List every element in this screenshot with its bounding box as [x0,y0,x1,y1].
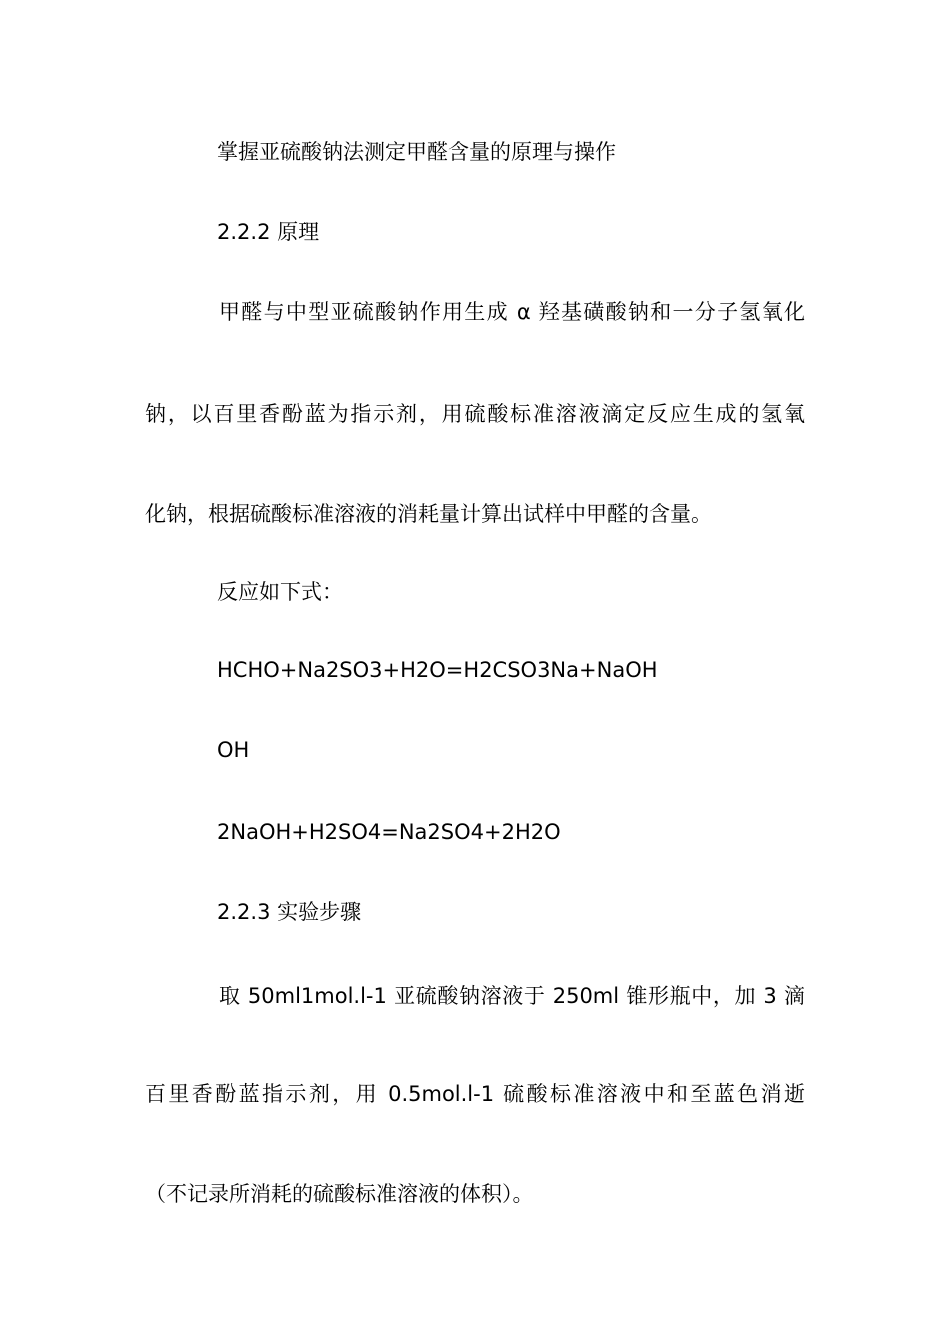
section-heading-principle: 2.2.2 原理 [217,220,320,244]
paragraph-procedure-line-2: 百里香酚蓝指示剂，用 0.5mol.l-1 硫酸标准溶液中和至蓝色消逝 [145,1082,805,1106]
reaction-equation-1-subscript: OH [217,738,250,762]
reaction-equation-2: 2NaOH+H2SO4=Na2SO4+2H2O [217,820,561,844]
paragraph-procedure-line-1: 取 50ml1mol.l-1 亚硫酸钠溶液于 250ml 锥形瓶中，加 3 滴 [219,984,805,1008]
reaction-intro: 反应如下式： [217,580,343,604]
paragraph-principle-line-2: 钠，以百里香酚蓝为指示剂，用硫酸标准溶液滴定反应生成的氢氧 [145,402,805,426]
reaction-equation-1: HCHO+Na2SO3+H2O=H2CSO3Na+NaOH [217,658,658,682]
section-heading-procedure: 2.2.3 实验步骤 [217,900,362,924]
paragraph-principle-line-3: 化钠，根据硫酸标准溶液的消耗量计算出试样中甲醛的含量。 [145,502,712,526]
paragraph-procedure-line-3: （不记录所消耗的硫酸标准溶液的体积）。 [145,1182,534,1206]
paragraph-objective: 掌握亚硫酸钠法测定甲醛含量的原理与操作 [217,140,616,164]
paragraph-principle-line-1: 甲醛与中型亚硫酸钠作用生成 α 羟基磺酸钠和一分子氢氧化 [219,300,805,324]
